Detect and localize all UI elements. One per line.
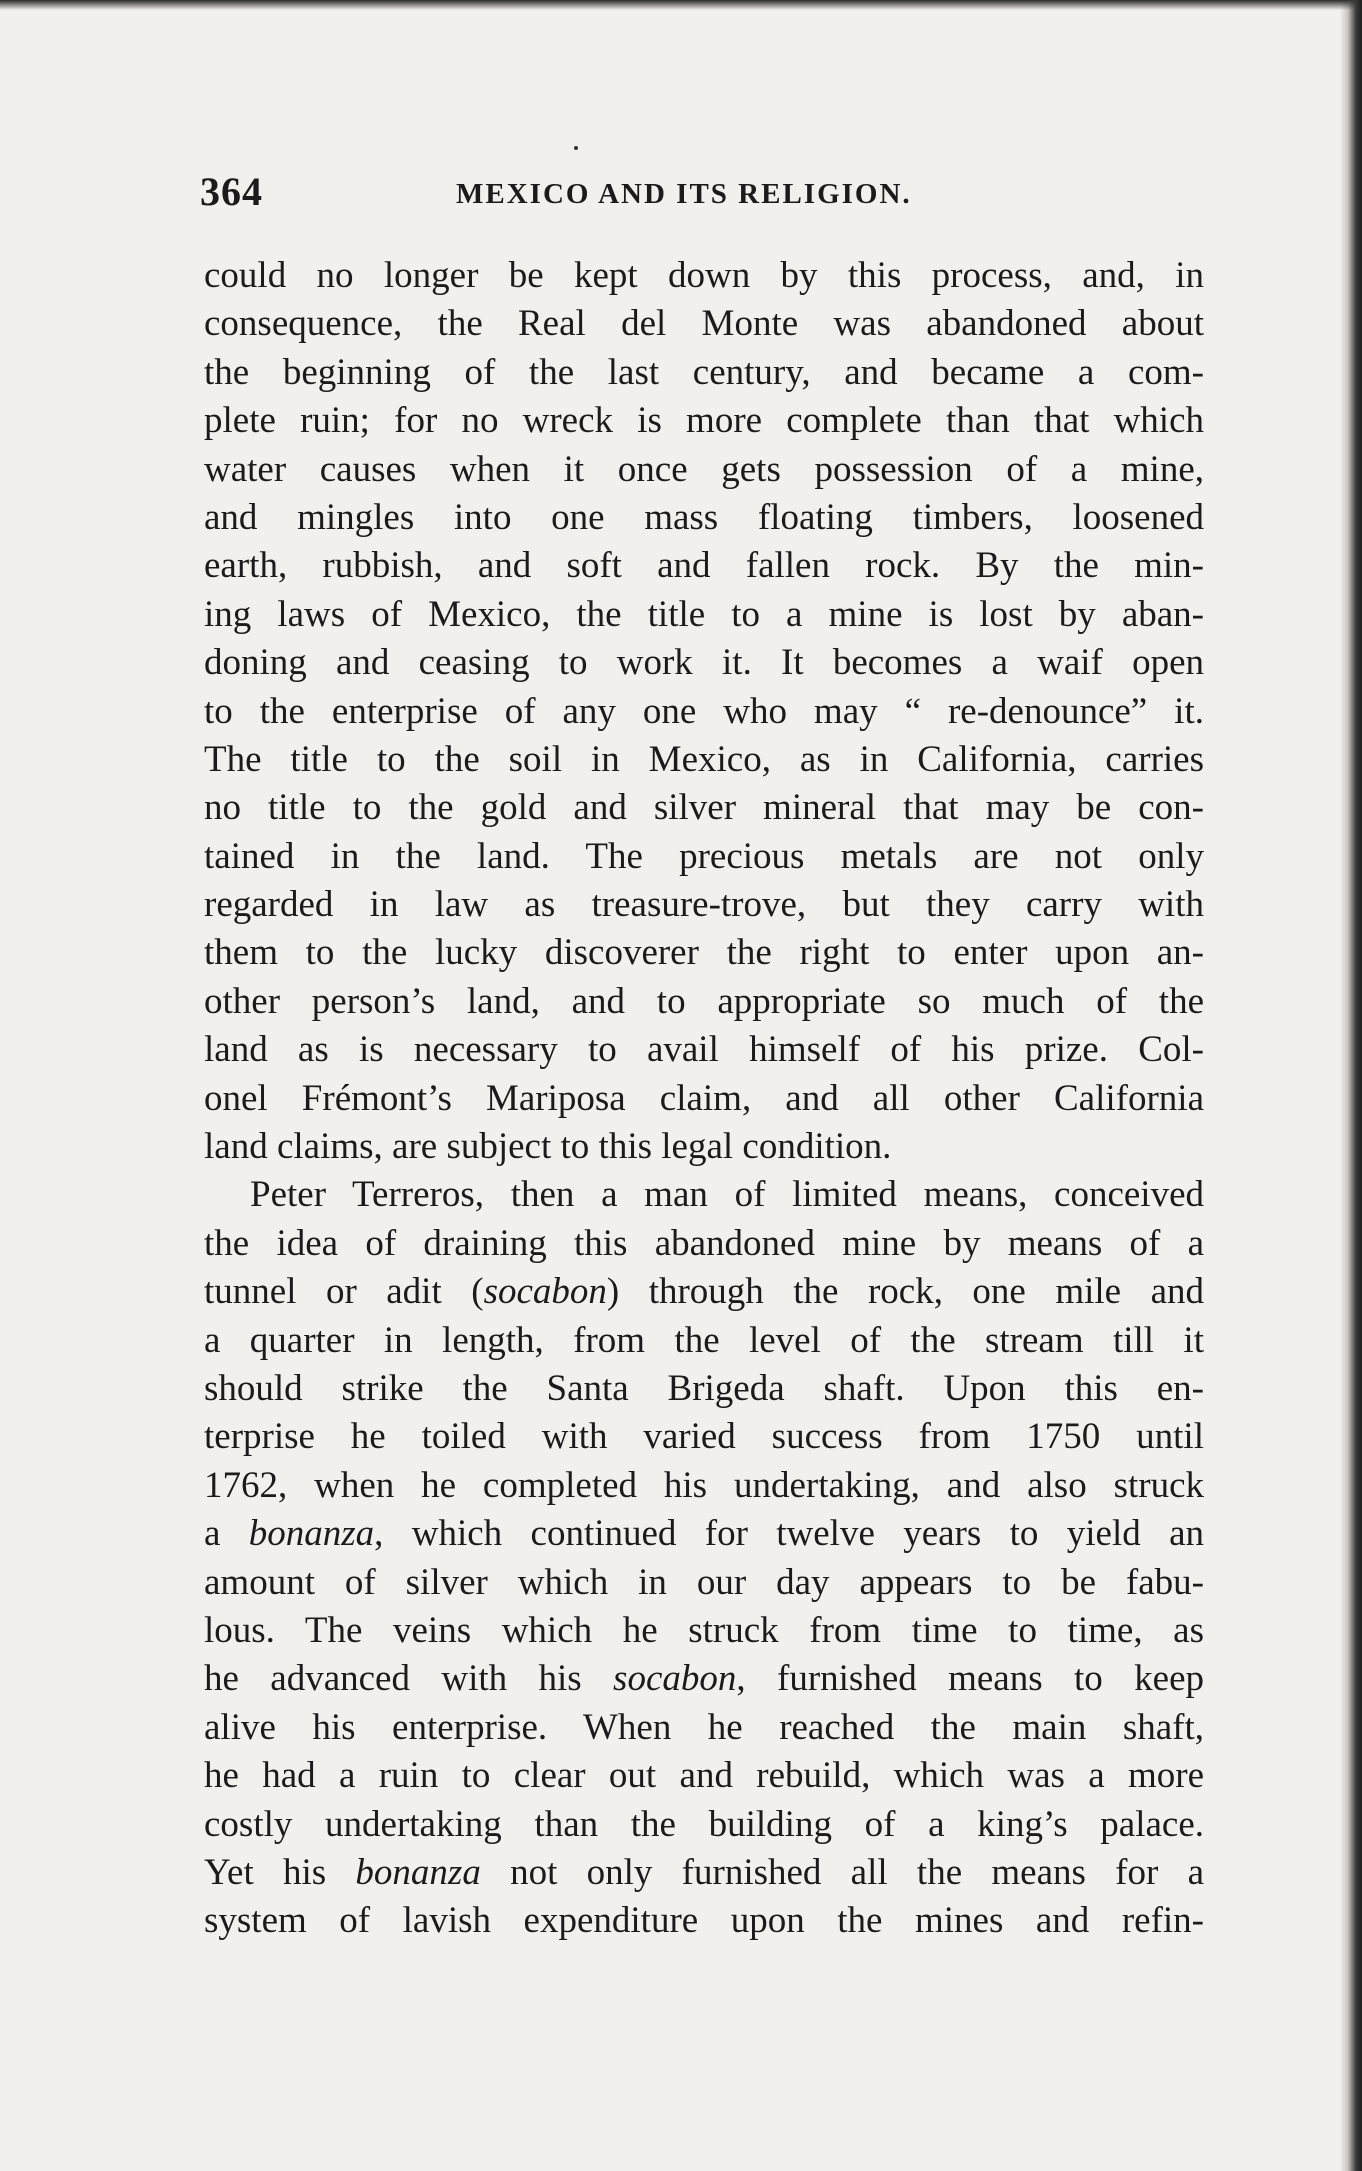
text-line: he had a ruin to clear out and rebuild, which was a more bbox=[204, 1755, 1204, 1797]
italic-term: socabon bbox=[613, 1658, 737, 1700]
text-run: , which continued for twelve years to yield an bbox=[374, 1513, 1204, 1555]
text-line: doning and ceasing to work it. It becomes a waif open bbox=[204, 642, 1204, 684]
text-line: amount of silver which in our day appears to be fabu- bbox=[204, 1561, 1204, 1603]
text-line: costly undertaking than the building of a king’s palace. bbox=[204, 1803, 1204, 1845]
text-line: regarded in law as treasure-trove, but they carry with bbox=[204, 884, 1204, 926]
text-line: the beginning of the last century, and became a com- bbox=[204, 351, 1204, 393]
text-line: other person’s land, and to appropriate so much of the bbox=[204, 980, 1204, 1022]
text-line: water causes when it once gets possession of a mine, bbox=[204, 448, 1204, 490]
text-line: lous. The veins which he struck from time to time, as bbox=[204, 1609, 1204, 1651]
text-line: no title to the gold and silver mineral that may be con- bbox=[204, 787, 1204, 829]
text-line: should strike the Santa Brigeda shaft. Upon this en- bbox=[204, 1367, 1204, 1409]
text-line: 1762, when he completed his undertaking, and also struck bbox=[204, 1464, 1204, 1506]
text-line: plete ruin; for no wreck is more complete than that which bbox=[204, 400, 1204, 442]
text-run: he advanced with his bbox=[204, 1658, 614, 1700]
paragraph-end-line: land claims, are subject to this legal condition. bbox=[204, 1126, 892, 1168]
text-line bbox=[204, 1510, 1204, 1558]
text-line: could no longer be kept down by this process, and, in bbox=[204, 255, 1204, 296]
text-run: not only furnished all the means for a bbox=[480, 1851, 1204, 1893]
page-edge-top bbox=[0, 0, 1362, 10]
text-line: The title to the soil in Mexico, as in California, carries bbox=[204, 738, 1204, 780]
text-line bbox=[204, 1655, 1204, 1703]
text-line: alive his enterprise. When he reached the main shaft, bbox=[204, 1706, 1204, 1748]
text-line: them to the lucky discoverer the right to enter upon an- bbox=[204, 932, 1204, 974]
page-edge-right bbox=[1340, 0, 1362, 2171]
text-run: tunnel or adit ( bbox=[204, 1271, 484, 1313]
text-line: system of lavish expenditure upon the mines and refin- bbox=[204, 1900, 1204, 1942]
text-run: Yet his bbox=[204, 1851, 356, 1893]
text-line: and mingles into one mass floating timbers, loosened bbox=[204, 496, 1204, 538]
page-header bbox=[200, 168, 1200, 228]
text-line: the idea of draining this abandoned mine by means of a bbox=[204, 1222, 1204, 1264]
italic-term: bonanza bbox=[248, 1513, 375, 1555]
text-line: earth, rubbish, and soft and fallen rock. By the min- bbox=[204, 545, 1204, 587]
text-line: tained in the land. The precious metals are not only bbox=[204, 835, 1204, 877]
text-line: a quarter in length, from the level of the stream till it bbox=[204, 1319, 1204, 1361]
text-line: terprise he toiled with varied success from 1750 until bbox=[204, 1416, 1204, 1458]
text-line: ing laws of Mexico, the title to a mine is lost by aban- bbox=[204, 593, 1204, 635]
paragraph-start-line: Peter Terreros, then a man of limited means, conceived bbox=[250, 1174, 1204, 1216]
italic-term: socabon bbox=[483, 1271, 607, 1313]
text-run: ) through the rock, one mile and bbox=[606, 1271, 1205, 1313]
text-line: land as is necessary to avail himself of his prize. Col- bbox=[204, 1029, 1204, 1071]
text-line: consequence, the Real del Monte was abandoned about bbox=[204, 303, 1204, 345]
text-line: onel Frémont’s Mariposa claim, and all other California bbox=[204, 1077, 1204, 1119]
text-line bbox=[204, 1849, 1204, 1897]
running-head: MEXICO AND ITS RELIGION. bbox=[456, 178, 912, 210]
body-text bbox=[204, 252, 1204, 1946]
text-line: to the enterprise of any one who may “ re-denounce” it. bbox=[204, 690, 1204, 732]
print-mark bbox=[574, 146, 578, 150]
page-number: 364 bbox=[200, 169, 263, 214]
text-run: , furnished means to keep bbox=[736, 1658, 1204, 1700]
italic-term: bonanza bbox=[355, 1851, 481, 1893]
text-line bbox=[204, 1268, 1204, 1316]
text-run: a bbox=[204, 1513, 249, 1555]
